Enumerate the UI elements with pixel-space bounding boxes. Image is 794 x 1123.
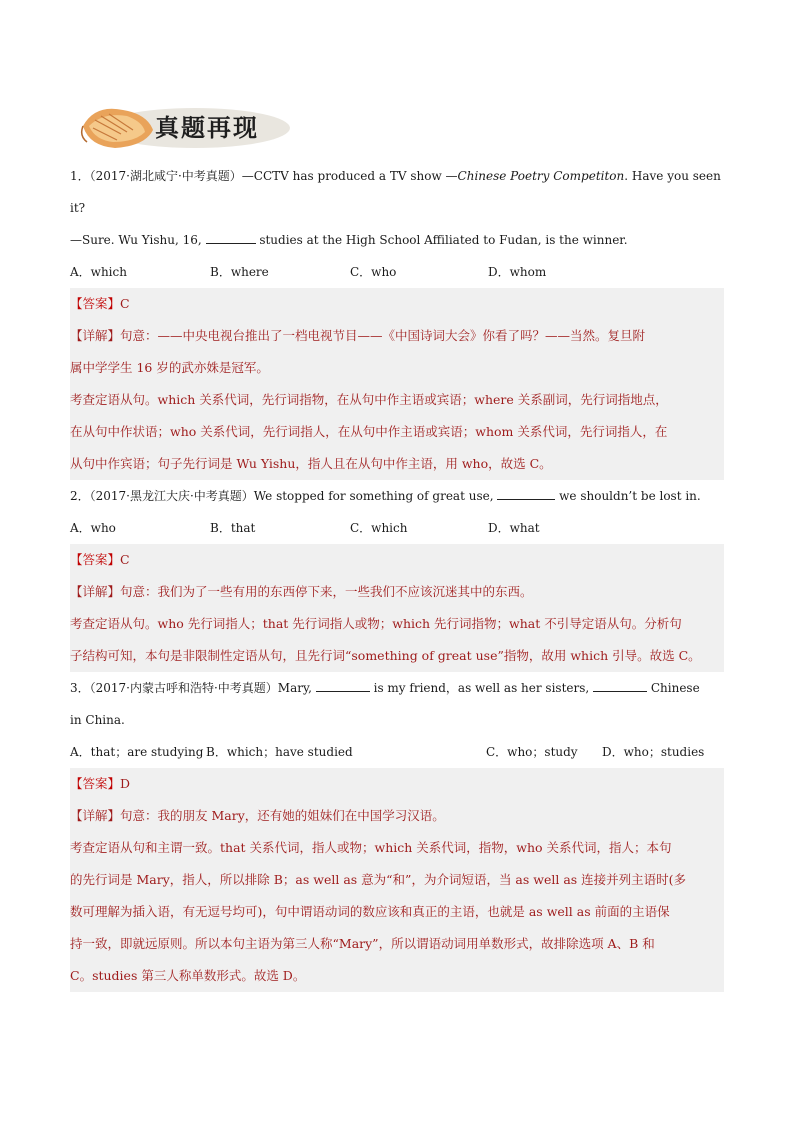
question-1-explanation: 【详解】句意：——中央电视台推出了一档电视节目——《中国诗词大会》你看了吗？——当然。复旦附 属中学学生 16 岁的武亦姝是冠军。 考查定语从句。which 关系代词，先行词指物，在从句中作主语或宾语；where 关系副词，先行词指地点， 在从句中作状语；who 关系代词，先行词指人，在从句中作主语或宾语；whom 关系代词，先行词指人，在 从句中作宾语；句子先行词是 Wu Yishu，指人且在从句中作主语，用 who，故选 C。 xyxy=(70,320,724,480)
question-list xyxy=(70,160,724,992)
question-1 xyxy=(70,160,724,480)
question-2-stem-line-1: 2．（2017·黑龙江大庆·中考真题）We stopped for something of great use, we shouldn’t be lost in. xyxy=(70,489,701,503)
answer-blank xyxy=(206,242,256,244)
option-b: B．where xyxy=(210,265,269,279)
question-1-stem-line-3: —Sure. Wu Yishu, 16, studies at the High School Affiliated to Fudan, is the winner. xyxy=(70,233,628,247)
option-c: C．which xyxy=(350,521,408,535)
question-1-stem-line-1: 1．（2017·湖北咸宁·中考真题）—CCTV has produced a TV show —Chinese Poetry Competiton. Have you seen xyxy=(70,169,721,183)
answer-blank xyxy=(497,498,555,500)
question-3-stem-line-1: 3．（2017·内蒙古呼和浩特·中考真题）Mary, is my friend，as well as her sisters, Chinese xyxy=(70,681,700,695)
option-d: D．what xyxy=(488,521,540,535)
option-a: A．that；are studying xyxy=(70,745,204,759)
question-2 xyxy=(70,480,724,672)
question-2-options xyxy=(70,512,724,544)
question-3-answer: 【答案】D xyxy=(70,768,724,800)
question-1-options xyxy=(70,256,724,288)
option-d: D．who；studies xyxy=(602,745,705,759)
option-c: C．who；study xyxy=(486,745,578,759)
question-1-stem-line-2: it? xyxy=(70,201,86,215)
question-1-answer: 【答案】C xyxy=(70,288,724,320)
question-2-answer: 【答案】C xyxy=(70,544,724,576)
question-3 xyxy=(70,672,724,992)
question-3-options xyxy=(70,736,724,768)
question-3-explanation: 【详解】句意：我的朋友 Mary，还有她的姐妹们在中国学习汉语。 考查定语从句和主谓一致。that 关系代词，指人或物；which 关系代词，指物，who 关系代词，指人；本句 的先行词是 Mary，指人，所以排除 B；as well as 意为“和”，为介词短语，当 as well as 连接并列主语时(多 数可理解为插入语，有无逗号均可)，句中谓语动词的数应该和真正的主语，也就是 as well as 前面的主语保 持一致，即就远原则。所以本句主语为第三人称“Mary”，所以谓语动词用单数形式，故排除选项 A、B 和 C。studies 第三人称单数形式。故选 D。 xyxy=(70,800,724,992)
question-3-stem-line-2: in China. xyxy=(70,713,125,727)
section-title: 真题再现 xyxy=(155,113,259,142)
answer-blank xyxy=(593,690,647,692)
option-a: A．who xyxy=(70,521,116,535)
option-a: A．which xyxy=(70,265,127,279)
option-c: C．who xyxy=(350,265,397,279)
option-d: D．whom xyxy=(488,265,547,279)
section-banner xyxy=(75,96,290,156)
option-b: B．which；have studied xyxy=(206,745,353,759)
option-b: B．that xyxy=(210,521,256,535)
question-2-explanation: 【详解】句意：我们为了一些有用的东西停下来，一些我们不应该沉迷其中的东西。 考查定语从句。who 先行词指人；that 先行词指人或物；which 先行词指物；what 不引导定语从句。分析句 子结构可知，本句是非限制性定语从句，且先行词“something of great use”指物，故用 which 引导。故选 C。 xyxy=(70,576,724,672)
answer-blank xyxy=(316,690,370,692)
